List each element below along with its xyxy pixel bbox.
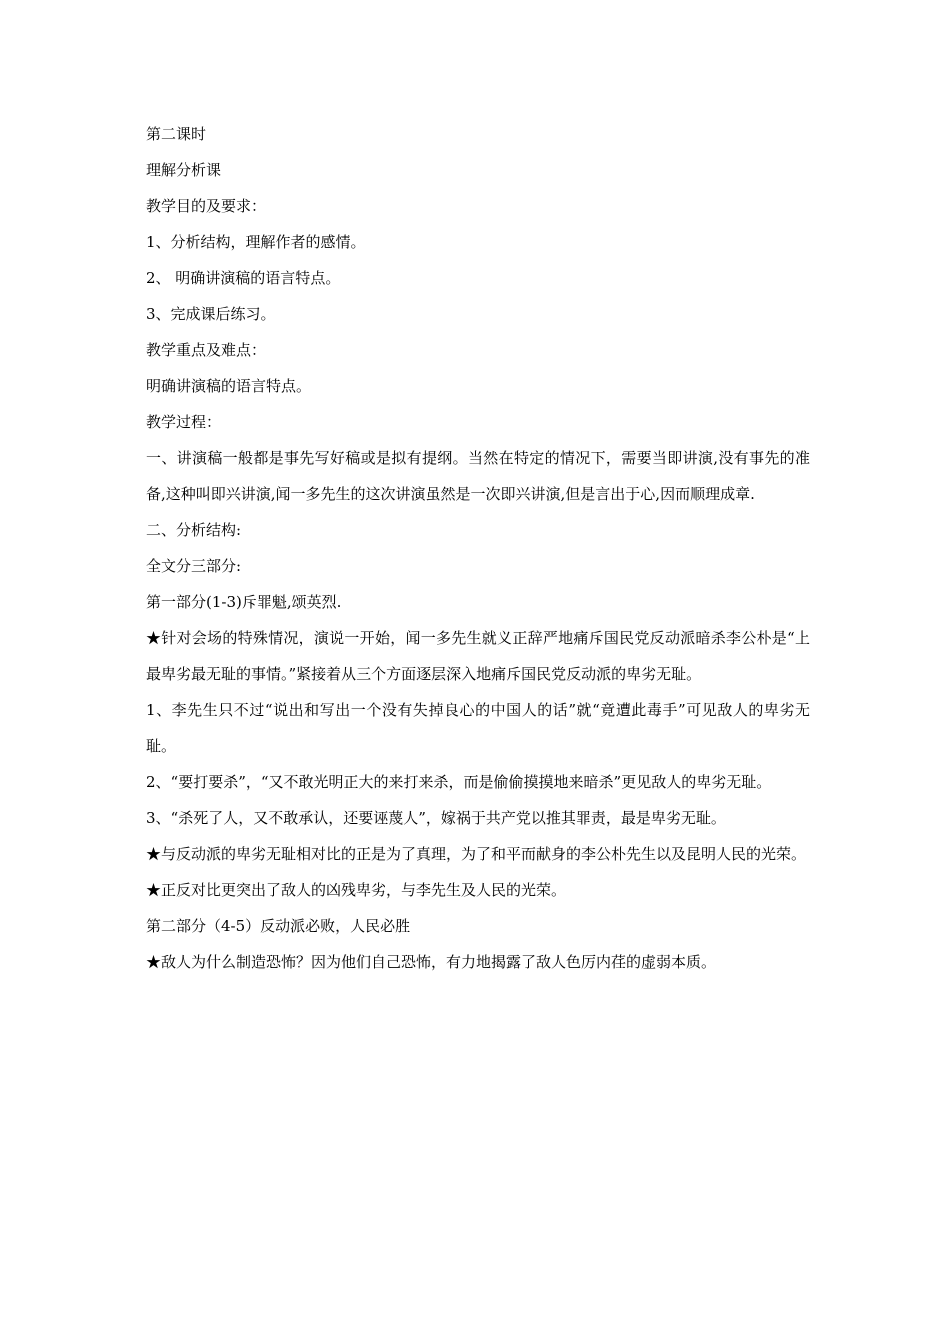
section-heading-objectives: 教学目的及要求： xyxy=(146,197,267,215)
text-line: 全文分三部分: xyxy=(146,557,242,575)
objective-item: 1、分析结构，理解作者的感情。 xyxy=(146,233,366,251)
numbered-paragraph: 2、“要打要杀”，“又不敢光明正大的来打来杀，而是偷偷摸摸地来暗杀”更见敌人的卑劣无耻。 xyxy=(146,773,772,791)
objective-item: 2、 明确讲演稿的语言特点。 xyxy=(146,269,341,287)
star-paragraph: ★针对会场的特殊情况，演说一开始，闻一多先生就义正辞严地痛斥国民党反动派暗杀李公朴是“上最卑劣最无耻的事情。”紧接着从三个方面逐层深入地痛斥国民党反动派的卑劣无耻。 xyxy=(146,629,810,683)
paragraph: 一、讲演稿一般都是事先写好稿或是拟有提纲。当然在特定的情况下，需要当即讲演,没有事先的准备,这种叫即兴讲演,闻一多先生的这次讲演虽然是一次即兴讲演,但是言出于心,因而顺理成章. xyxy=(146,449,810,503)
star-line: ★敌人为什么制造恐怖？因为他们自己恐怖，有力地揭露了敌人色厉内荏的虚弱本质。 xyxy=(146,953,717,971)
star-paragraph: ★与反动派的卑劣无耻相对比的正是为了真理，为了和平而献身的李公朴先生以及昆明人民的光荣。 xyxy=(146,845,807,863)
lesson-title: 第二课时 xyxy=(146,125,207,143)
section-heading-key-points: 教学重点及难点： xyxy=(146,341,267,359)
numbered-paragraph: 1、李先生只不过“说出和写出一个没有失掉良心的中国人的话”就“竟遭此毒手”可见敌人的卑劣无耻。 xyxy=(146,701,810,755)
lesson-type: 理解分析课 xyxy=(146,161,222,179)
key-point-text: 明确讲演稿的语言特点。 xyxy=(146,377,312,395)
star-line: ★正反对比更突出了敌人的凶残卑劣，与李先生及人民的光荣。 xyxy=(146,881,567,899)
numbered-line: 3、“杀死了人，又不敢承认，还要诬蔑人”，嫁祸于共产党以推其罪责，最是卑劣无耻。 xyxy=(146,809,726,827)
objective-item: 3、完成课后练习。 xyxy=(146,305,276,323)
section-heading-process: 教学过程： xyxy=(146,413,222,431)
part-heading: 第二部分（4-5）反动派必败，人民必胜 xyxy=(146,917,411,935)
section-heading-structure: 二、分析结构: xyxy=(146,521,242,539)
document-page xyxy=(146,124,810,988)
part-heading: 第一部分(1-3)斥罪魁,颂英烈. xyxy=(146,593,342,611)
